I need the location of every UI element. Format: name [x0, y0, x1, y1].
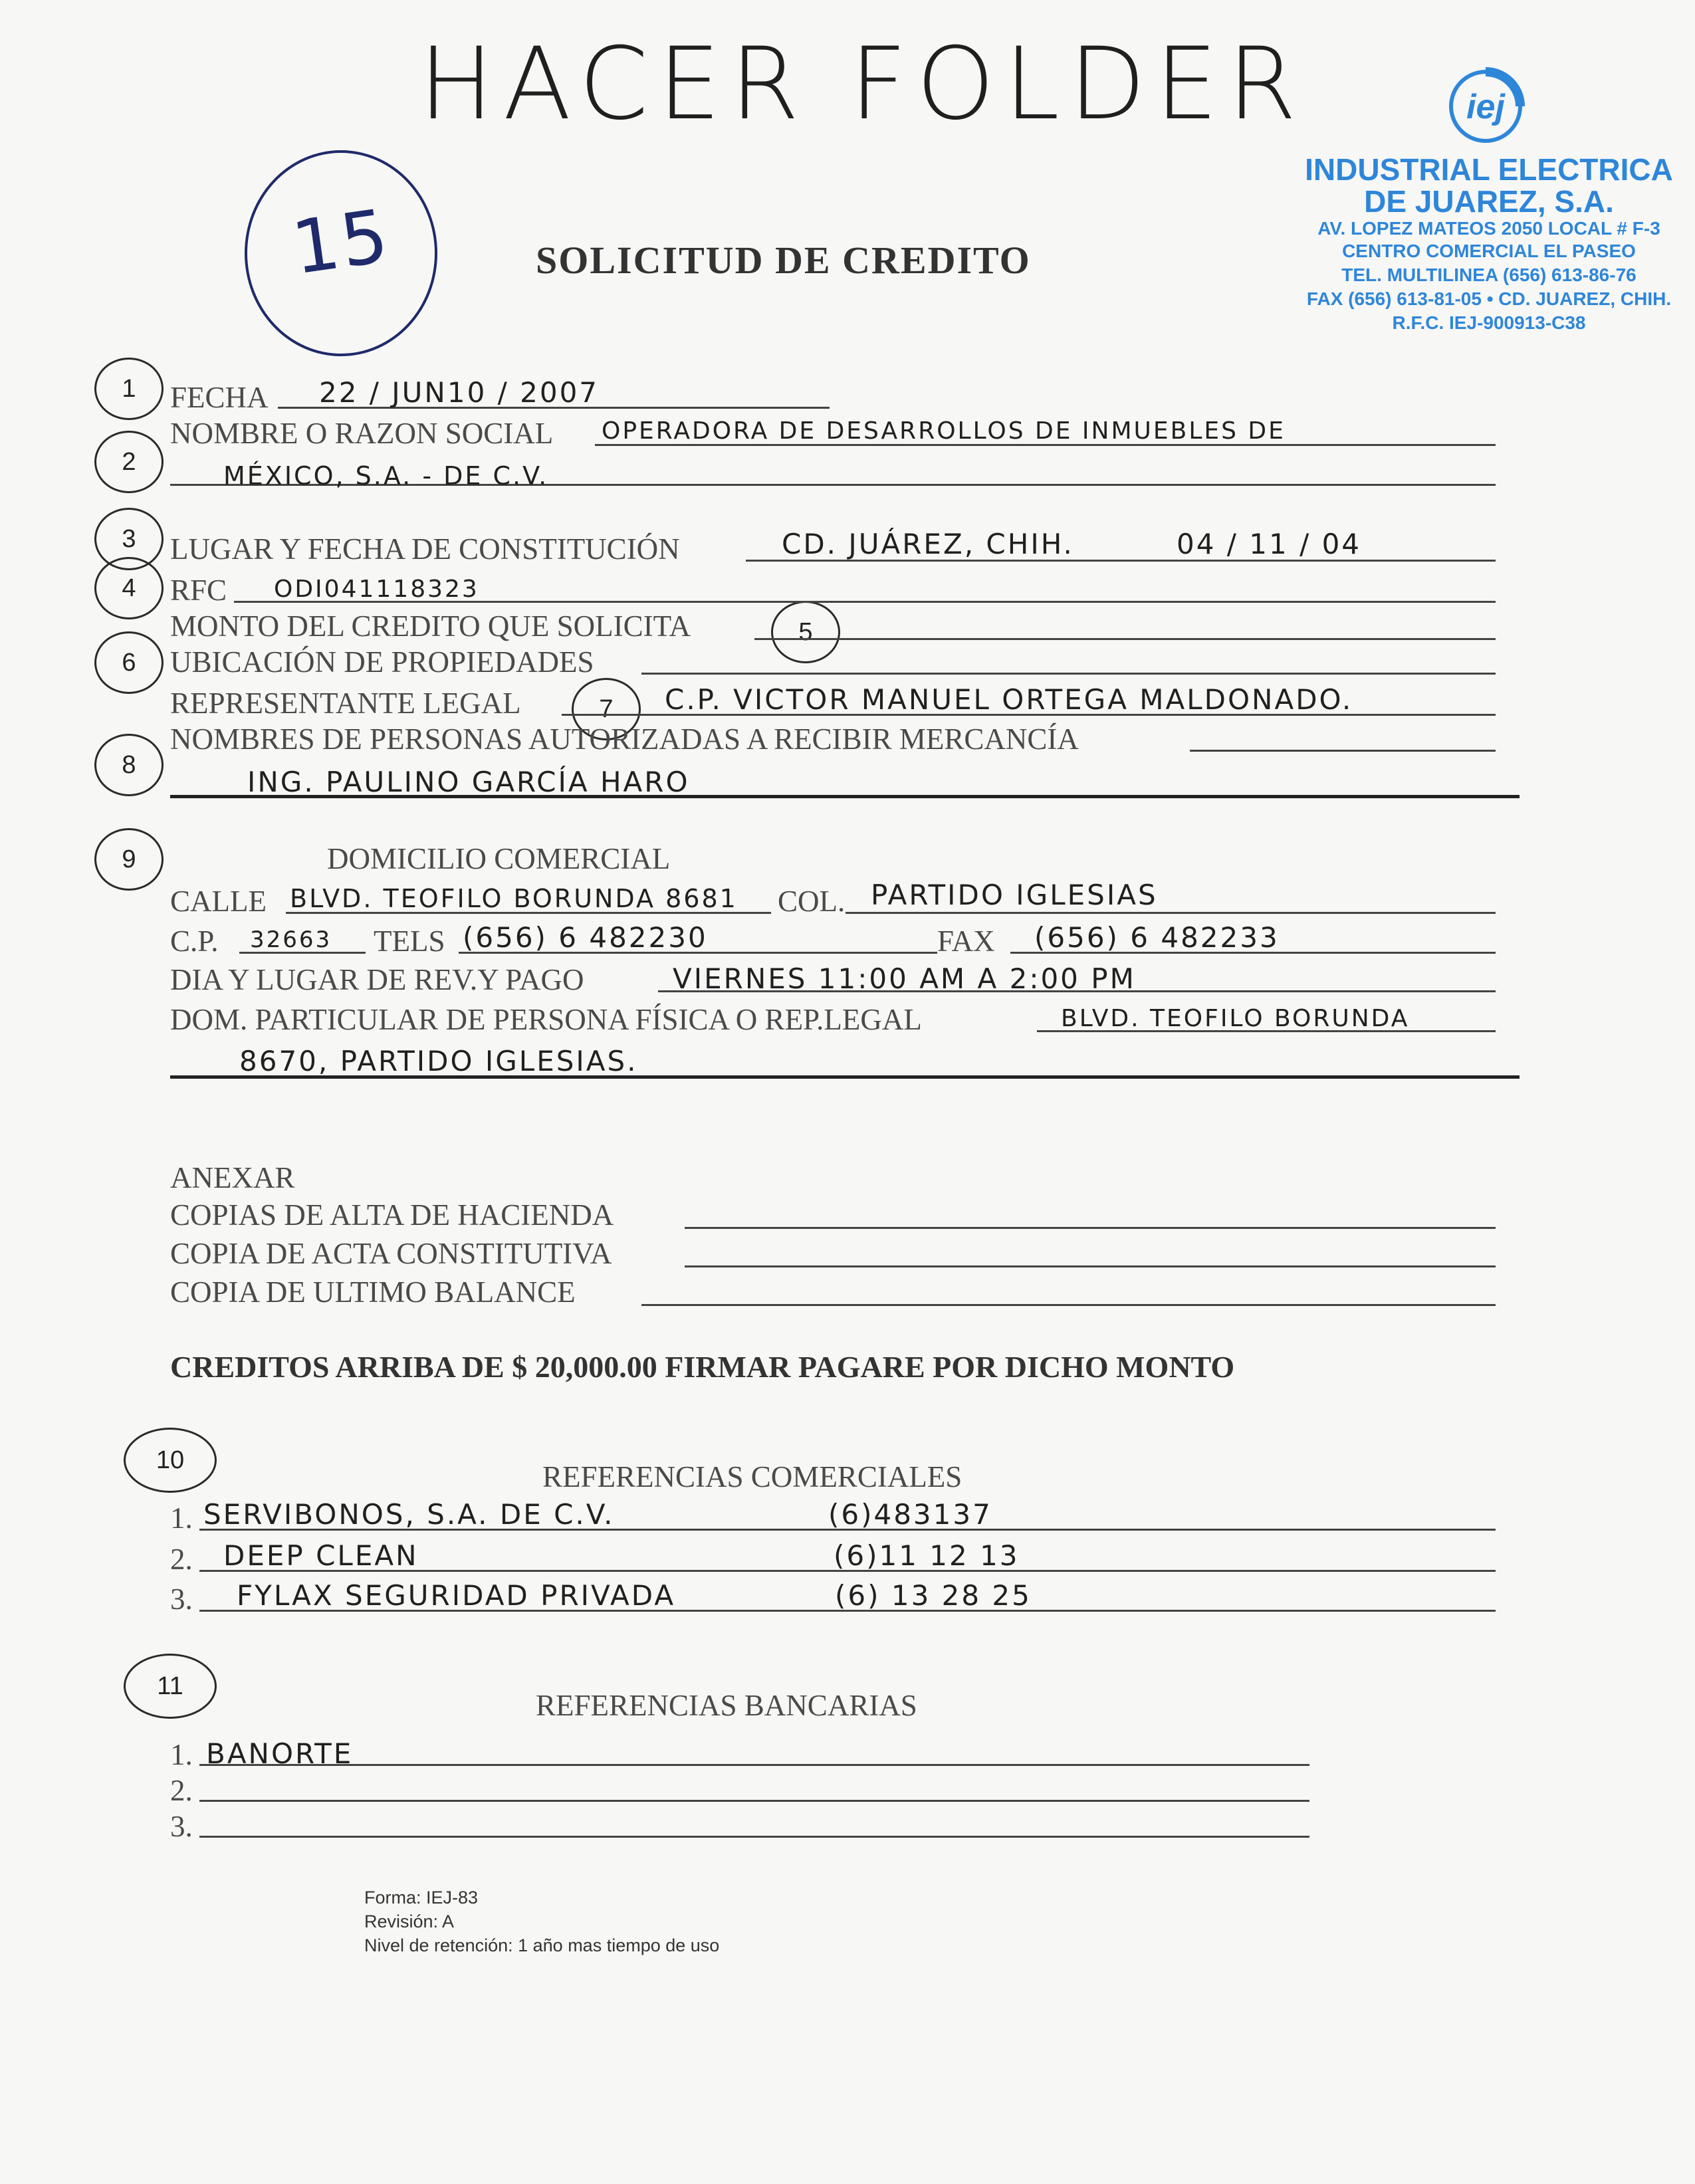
rfc-value: ODI041118323 [274, 576, 479, 603]
tels-value: (656) 6 482230 [463, 921, 708, 954]
dia-value: VIERNES 11:00 AM A 2:00 PM [673, 962, 1136, 995]
marker-1: 1 [94, 358, 164, 420]
nombre-value-2: MÉXICO, S.A. - DE C.V. [223, 461, 549, 491]
ref-ban-num-1: 1. [170, 1738, 193, 1771]
ref-com-phone-3: (6) 13 28 25 [835, 1579, 1032, 1612]
ubicacion-label: UBICACIÓN DE PROPIEDADES [170, 645, 594, 679]
marker-6: 6 [94, 631, 164, 694]
domicilio-heading: DOMICILIO COMERCIAL [327, 842, 671, 875]
document-title: SOLICITUD DE CREDITO [536, 239, 1031, 282]
ref-ban-num-2: 2. [170, 1774, 193, 1807]
anexar-heading: ANEXAR [170, 1161, 295, 1194]
cp-value: 32663 [250, 927, 332, 953]
lugar-label: LUGAR Y FECHA DE CONSTITUCIÓN [170, 532, 680, 566]
svg-text:iej: iej [1466, 88, 1505, 126]
ref-com-phone-1: (6)483137 [828, 1498, 992, 1531]
ref-com-name-1: SERVIBONOS, S.A. DE C.V. [203, 1498, 615, 1531]
marker-7: 7 [572, 678, 641, 740]
marker-2: 2 [94, 431, 164, 493]
dom-value-1: BLVD. TEOFILO BORUNDA [1061, 1005, 1410, 1032]
dia-label: DIA Y LUGAR DE REV.Y PAGO [170, 963, 584, 996]
ref-com-num-1: 1. [170, 1501, 193, 1535]
company-address2: CENTRO COMERCIAL EL PASEO [1342, 241, 1636, 261]
ref-com-name-3: FYLAX SEGURIDAD PRIVADA [237, 1579, 676, 1612]
company-name-line2: DE JUAREZ, S.A. [1364, 184, 1614, 219]
ref-bancarias-heading: REFERENCIAS BANCARIAS [536, 1689, 917, 1722]
ref-com-name-2: DEEP CLEAN [223, 1539, 419, 1572]
marker-9: 9 [94, 828, 164, 891]
marker-5: 5 [771, 601, 840, 663]
dom-value-2: 8670, PARTIDO IGLESIAS. [239, 1045, 638, 1077]
company-fax: FAX (656) 613-81-05 • CD. JUAREZ, CHIH. [1306, 288, 1672, 309]
ref-com-num-2: 2. [170, 1543, 193, 1576]
autorizadas-label: NOMBRES DE PERSONAS AUTORIZADAS A RECIBIR MERCANCÍA [170, 722, 1079, 756]
calle-value: BLVD. TEOFILO BORUNDA 8681 [290, 884, 738, 913]
anexar-item-3: COPIA DE ULTIMO BALANCE [170, 1275, 576, 1309]
monto-label: MONTO DEL CREDITO QUE SOLICITA [170, 609, 691, 643]
fax-label: FAX [937, 925, 995, 958]
col-value: PARTIDO IGLESIAS [871, 879, 1158, 911]
company-phone: TEL. MULTILINEA (656) 613-86-76 [1341, 265, 1637, 285]
marker-8: 8 [94, 734, 164, 796]
iej-logo-icon [1439, 60, 1532, 153]
representante-label: REPRESENTANTE LEGAL [170, 687, 521, 720]
representante-value: C.P. VICTOR MANUEL ORTEGA MALDONADO. [665, 683, 1353, 716]
marker-10: 10 [124, 1428, 217, 1493]
ref-com-num-3: 3. [170, 1583, 193, 1616]
footer-forma: Forma: IEJ-83 [364, 1888, 479, 1908]
calle-label: CALLE [170, 885, 267, 918]
anexar-item-1: COPIAS DE ALTA DE HACIENDA [170, 1198, 614, 1232]
credit-note: CREDITOS ARRIBA DE $ 20,000.00 FIRMAR PAGARE POR DICHO MONTO [170, 1350, 1235, 1384]
fecha-label: FECHA [170, 381, 269, 414]
anexar-item-2: COPIA DE ACTA CONSTITUTIVA [170, 1237, 612, 1270]
footer-nivel: Nivel de retención: 1 año mas tiempo de uso [364, 1935, 720, 1955]
ref-ban-num-3: 3. [170, 1810, 193, 1843]
nombre-value-1: OPERADORA DE DESARROLLOS DE INMUEBLES DE [602, 417, 1286, 445]
marker-11: 11 [124, 1654, 217, 1719]
dom-label: DOM. PARTICULAR DE PERSONA FÍSICA O REP.LEGAL [170, 1003, 922, 1036]
company-name-line1: INDUSTRIAL ELECTRICA [1305, 152, 1673, 187]
lugar-value: CD. JUÁREZ, CHIH. [782, 528, 1074, 560]
company-address1: AV. LOPEZ MATEOS 2050 LOCAL # F-3 [1317, 218, 1660, 239]
tels-label: TELS [374, 925, 445, 958]
handwritten-number: 15 [286, 193, 396, 291]
footer-revision: Revisión: A [364, 1911, 455, 1931]
cp-label: C.P. [170, 925, 219, 958]
fecha-value: 22 / JUN10 / 2007 [319, 376, 600, 409]
rfc-label: RFC [170, 574, 227, 607]
marker-3: 3 [94, 508, 164, 570]
lugar-date: 04 / 11 / 04 [1177, 528, 1362, 560]
nombre-label: NOMBRE O RAZON SOCIAL [170, 417, 554, 450]
autorizadas-value: ING. PAULINO GARCÍA HARO [247, 766, 690, 798]
handwritten-title: HACER FOLDER [419, 27, 1306, 142]
ref-comerciales-heading: REFERENCIAS COMERCIALES [542, 1460, 962, 1493]
col-label: COL. [778, 885, 846, 918]
company-rfc: R.F.C. IEJ-900913-C38 [1392, 312, 1586, 333]
fax-value: (656) 6 482233 [1034, 921, 1280, 954]
ref-com-phone-2: (6)11 12 13 [834, 1539, 1020, 1572]
ref-ban-name-1: BANORTE [206, 1737, 354, 1770]
marker-4: 4 [94, 557, 164, 619]
